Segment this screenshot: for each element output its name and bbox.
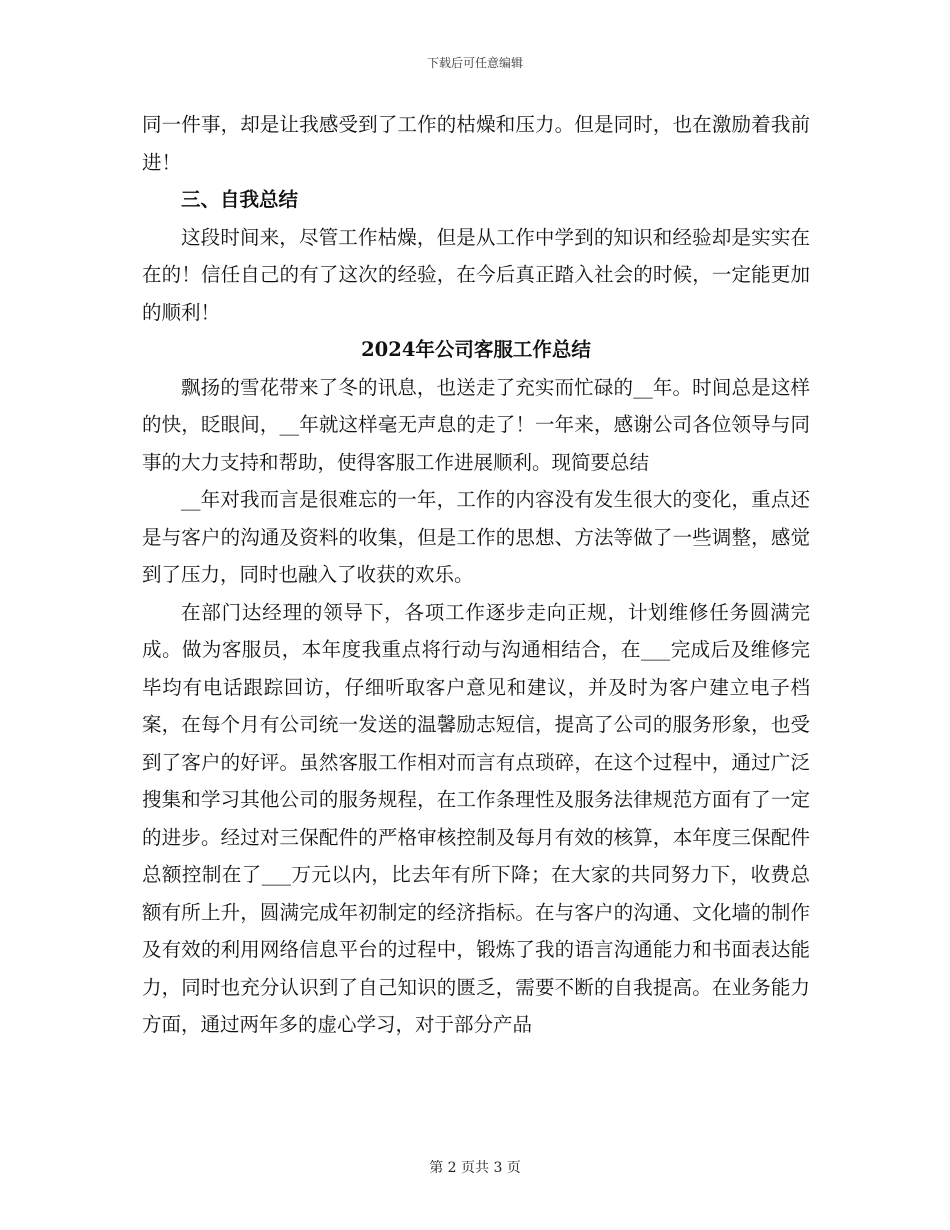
document-title: 2024年公司客服工作总结 bbox=[361, 338, 591, 361]
paragraph-summary: 这段时间来，尽管工作枯燥，但是从工作中学到的知识和经验却是实实在在的！信任自己的有了这次的经验，在今后真正踏入社会的时候，一定能更加的顺利！ bbox=[142, 225, 810, 324]
paragraph-3: 在部门达经理的领导下，各项工作逐步走向正规，计划维修任务圆满完成。做为客服员，本年度我重点将行动与沟通相结合，在___完成后及维修完毕均有电话跟踪回访，仔细听取客户意见和建议，并及时为客户建立电子档案，在每个月有公司统一发送的温馨励志短信，提高了公司的服务形象，也受到了客户的好评。虽然客服工作相对而言有点琐碎，在这个过程中，通过广泛搜集和学习其他公司的服务规程，在工作条理性及服务法律规范方面有了一定的进步。经过对三保配件的严格审核控制及每月有效的核算，本年度三保配件总额控制在了___万元以内，比去年有所下降；在大家的共同努力下，收费总额有所上升，圆满完成年初制定的经济指标。在与客户的沟通、文化墙的制作及有效的利用网络信息平台的过程中，锻炼了我的语言沟通能力和书面表达能力，同时也充分认识到了自己知识的匮乏，需要不断的自我提高。在业务能力方面，通过两年多的虚心学习，对于部分产品 bbox=[142, 600, 810, 1036]
page-header: 下载后可任意编辑 bbox=[426, 56, 523, 70]
paragraph-continued: 同一件事，却是让我感受到了工作的枯燥和压力。但是同时，也在激励着我前进！ bbox=[142, 113, 810, 174]
section-heading: 三、自我总结 bbox=[181, 188, 299, 211]
document-body bbox=[142, 106, 810, 1044]
paragraph-2: __年对我而言是很难忘的一年，工作的内容没有发生很大的变化，重点还是与客户的沟通及资料的收集，但是工作的思想、方法等做了一些调整，感觉到了压力，同时也融入了收获的欢乐。 bbox=[142, 488, 810, 586]
paragraph-1: 飘扬的雪花带来了冬的讯息，也送走了充实而忙碌的__年。时间总是这样的快，眨眼间，__年就这样毫无声息的走了！一年来，感谢公司各位领导与同事的大力支持和帮助，使得客服工作进展顺利。现简要总结 bbox=[142, 375, 810, 474]
page-footer: 第 2 页共 3 页 bbox=[429, 1160, 521, 1176]
